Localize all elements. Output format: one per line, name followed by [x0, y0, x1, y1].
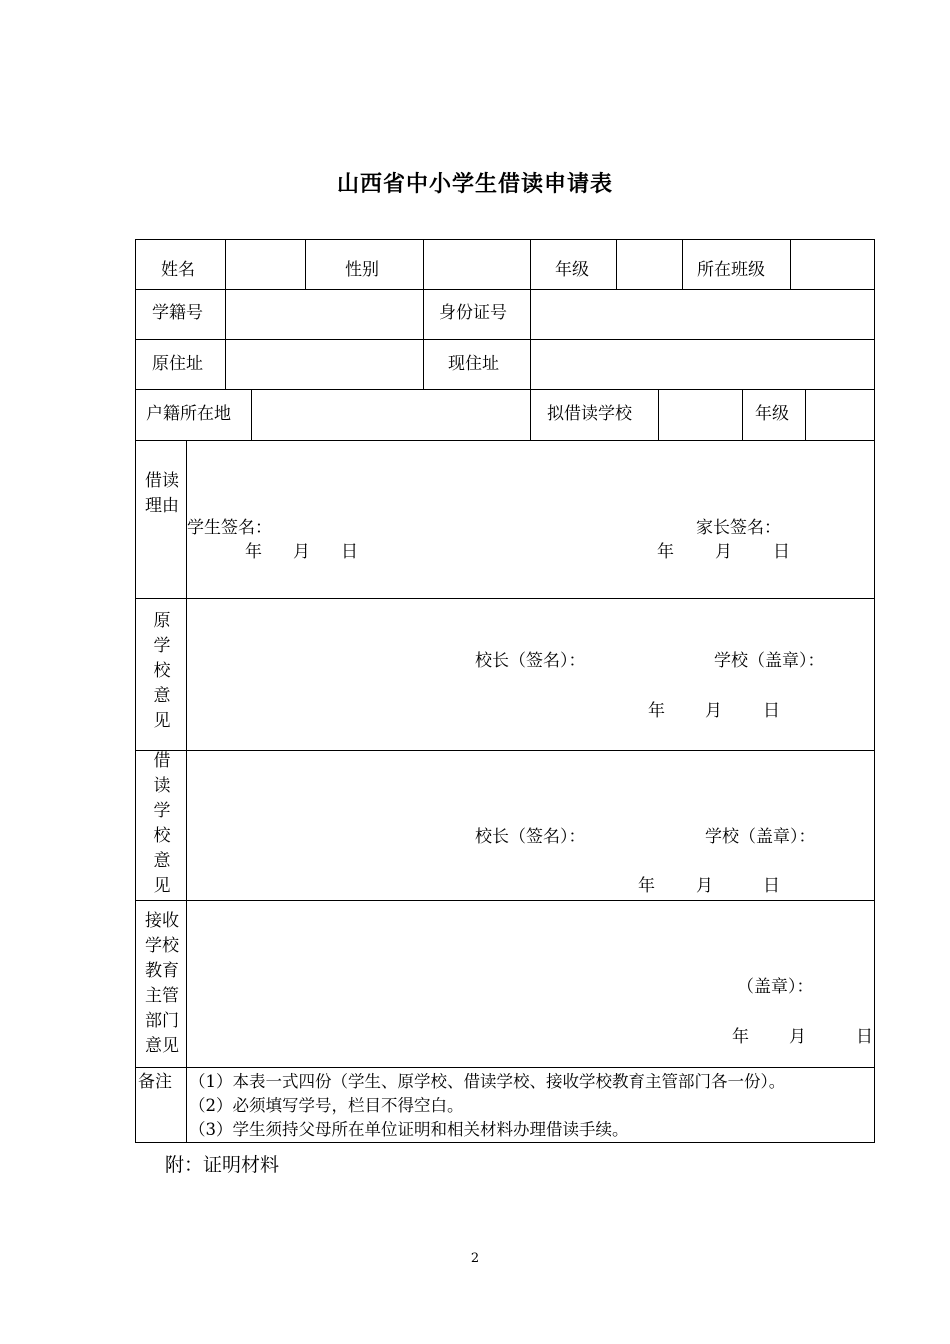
reason-student-year: 年	[245, 542, 262, 562]
cell-divider	[790, 240, 791, 289]
target-date-year: 年	[638, 876, 655, 896]
original-date-month: 月	[705, 701, 722, 721]
original-date-year: 年	[648, 701, 665, 721]
target-date-day: 日	[763, 876, 780, 896]
note-item: （2）必须填写学号，栏目不得空白。	[189, 1096, 464, 1115]
reason-student-day: 日	[341, 542, 358, 562]
row-divider	[136, 440, 874, 441]
parent-sign-label: 家长签名：	[696, 518, 781, 538]
target-date-month: 月	[696, 876, 713, 896]
original-school-label: 原学校意见	[153, 611, 171, 731]
id-card-label: 身份证号	[439, 303, 507, 323]
original-principal-sign: 校长（签名）：	[475, 651, 586, 671]
class-label: 所在班级	[697, 260, 765, 280]
household-label: 户籍所在地	[146, 404, 231, 424]
name-label: 姓名	[161, 260, 195, 280]
cell-divider	[225, 289, 226, 389]
cell-divider	[742, 389, 743, 440]
label-column-divider	[186, 440, 187, 1142]
reason-parent-day: 日	[773, 542, 790, 562]
original-school-seal: 学校（盖章）：	[714, 651, 825, 671]
reason-parent-month: 月	[715, 542, 732, 562]
attachment-note: 附：证明材料	[165, 1154, 280, 1176]
target-principal-sign: 校长（签名）：	[475, 827, 586, 847]
current-address-label: 现住址	[448, 354, 499, 374]
education-dept-seal: （盖章）：	[737, 977, 814, 997]
cell-divider	[530, 289, 531, 389]
note-item: （1）本表一式四份（学生、原学校、借读学校、接收学校教育主管部门各一份）。	[189, 1072, 786, 1091]
cell-divider	[682, 240, 683, 289]
notes-label: 备注	[138, 1072, 172, 1092]
page-title: 山西省中小学生借读申请表	[336, 172, 613, 197]
education-date-day: 日	[856, 1027, 873, 1047]
cell-divider	[616, 240, 617, 289]
cell-divider	[305, 240, 306, 289]
cell-divider	[530, 240, 531, 289]
cell-divider	[225, 240, 226, 289]
target-school-seal: 学校（盖章）：	[705, 827, 816, 847]
row-divider	[136, 339, 874, 340]
student-sign-label: 学生签名：	[187, 518, 272, 538]
row-divider	[136, 750, 874, 751]
cell-divider	[658, 389, 659, 440]
page-number: 2	[470, 1251, 480, 1266]
row-divider	[136, 1067, 874, 1068]
grade-label-2: 年级	[755, 404, 789, 424]
education-dept-label: 接收学校教育主管部门意见	[145, 911, 179, 1056]
reason-label: 借读理由	[145, 471, 179, 516]
row-divider	[136, 389, 874, 390]
reason-student-month: 月	[293, 542, 310, 562]
original-address-label: 原住址	[152, 354, 203, 374]
row-divider	[136, 598, 874, 599]
gender-label: 性别	[345, 260, 379, 280]
target-school-opinion-label: 借读学校意见	[153, 751, 171, 896]
application-form-table	[135, 239, 875, 1143]
target-school-label: 拟借读学校	[547, 404, 632, 424]
education-date-month: 月	[789, 1027, 806, 1047]
cell-divider	[251, 389, 252, 440]
row-divider	[136, 289, 874, 290]
original-date-day: 日	[763, 701, 780, 721]
row-divider	[136, 900, 874, 901]
cell-divider	[805, 389, 806, 440]
cell-divider	[530, 389, 531, 440]
cell-divider	[423, 289, 424, 389]
grade-label: 年级	[555, 260, 589, 280]
cell-divider	[423, 240, 424, 289]
student-id-label: 学籍号	[152, 303, 203, 323]
education-date-year: 年	[732, 1027, 749, 1047]
reason-parent-year: 年	[657, 542, 674, 562]
note-item: （3）学生须持父母所在单位证明和相关材料办理借读手续。	[189, 1120, 629, 1139]
